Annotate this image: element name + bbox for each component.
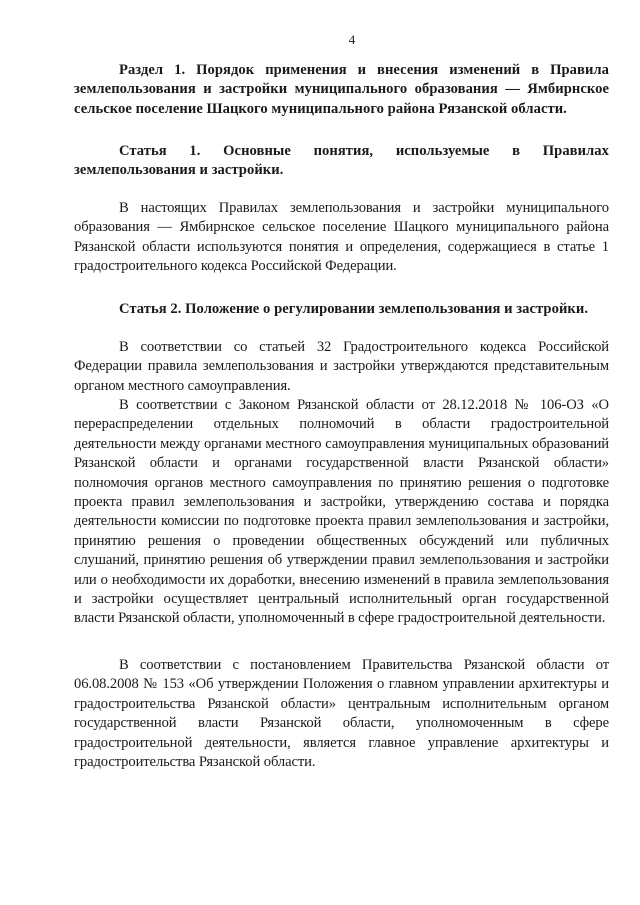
article-1-heading: Статья 1. Основные понятия, используемые в Правилах землепользования и застройки. bbox=[74, 143, 609, 179]
article-2-paragraph-1: В соответствии со статьей 32 Градостроительного кодекса Российской Федерации правила землепользования и застройки утверждаются представительным органом местного самоуправления. bbox=[74, 339, 609, 394]
article-2-paragraph-2: В соответствии с Законом Рязанской области от 28.12.2018 № 106-ОЗ «О перераспределении отдельных полномочий в области градостроительной деятельности между органами местного самоуправления муниципальных образований Рязанской области и органами государственной власти Рязанской области» полномочия органов местного самоуправления по принятию решения о подготовке проекта правил землепользования и застройки, утверждению состава и порядка деятельности комиссии по подготовке проекта правил землепользования и застройки, принятию решения о проведении общественных обсуждений или публичных слушаний, принятию решения об утверждении правил землепользования и застройки или о необходимости их доработки, внесению изменений в правила землепользования и застройки осуществляет центральный исполнительный орган государственной власти Рязанской области, уполномоченный в сфере градостроительной деятельности. bbox=[74, 397, 609, 627]
article-1-text: В настоящих Правилах землепользования и застройки муниципального образования — Ямбирнское сельское поселение Шацкого муниципального района Рязанской области используются понятия и определения, содержащиеся в статье 1 градостроительного кодекса Российской Федерации. bbox=[74, 200, 609, 275]
article-2-paragraph-3: В соответствии с постановлением Правительства Рязанской области от 06.08.2008 № 153 «Об утверждении Положения о главном управлении архитектуры и градостроительства Рязанской области» центральным исполнительным органом государственной власти Рязанской области, уполномоченным в сфере градостроительной деятельности, является главное управление архитектуры и градостроительства Рязанской области. bbox=[74, 657, 609, 771]
article-2-heading: Статья 2. Положение о регулировании землепользования и застройки. bbox=[119, 301, 589, 317]
page-number: 4 bbox=[348, 32, 356, 47]
section-heading: Раздел 1. Порядок применения и внесения изменений в Правила землепользования и застройки муниципального образования — Ямбирнское сельское поселение Шацкого муниципального района Рязанской области. bbox=[74, 62, 609, 117]
